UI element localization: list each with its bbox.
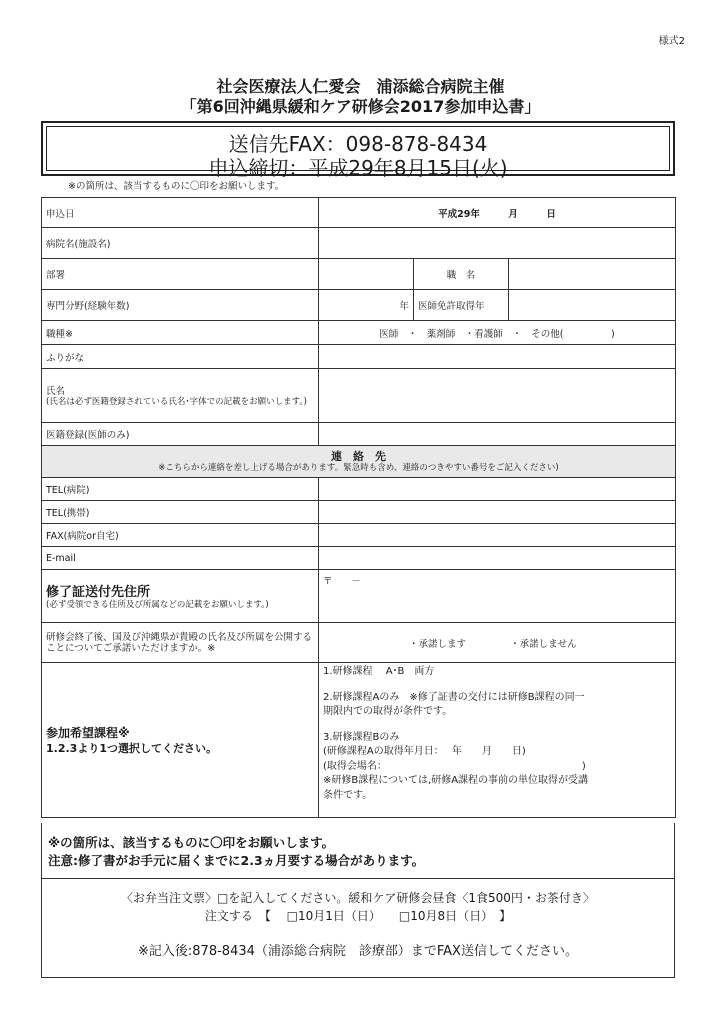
registration-field[interactable] — [319, 423, 676, 446]
email-field[interactable] — [319, 547, 676, 570]
contact-note: ※こちらから連絡を差し上げる場合があります。緊急時も含め、連絡のつきやすい番号をご記入ください) — [158, 462, 559, 473]
fax-destination: 送信先FAX：098-878-8434 — [228, 132, 488, 156]
hospital-field[interactable] — [319, 228, 676, 259]
bottom-notes — [41, 823, 675, 978]
date-field[interactable]: 平成29年 月 日 — [319, 198, 676, 228]
course-venue[interactable]: (取得会場名： ) — [323, 760, 586, 772]
consent-no-option[interactable]: ・承諾しません — [510, 638, 577, 650]
registration-label: 医籍登録(医師のみ) — [42, 423, 319, 446]
fax-field[interactable] — [319, 524, 676, 547]
deadline: 申込締切：平成29年8月15日(火) — [208, 156, 508, 180]
consent-label: 研修会終了後、国及び沖縄県が貴殿の氏名及び所属を公開することについてご承諾いただけますか。※ — [42, 623, 319, 663]
note-top: ※の箇所は、該当するものに〇印をお願いします。 — [68, 181, 285, 192]
name-field[interactable] — [319, 369, 676, 423]
fax-label: FAX(病院or自宅) — [42, 524, 319, 547]
course-option-3-note: ※研修B課程については,研修A課程の事前の単位取得が受講 — [323, 775, 589, 786]
organizer: 社会医療法人仁愛会 浦添総合病院主催 — [216, 77, 505, 96]
page-title: 「第6回沖縄県緩和ケア研修会2017参加申込書」 — [180, 97, 541, 116]
furigana-field[interactable] — [319, 345, 676, 369]
license-label: 医師免許取得年 — [414, 290, 509, 321]
tel-hospital-field[interactable] — [319, 478, 676, 501]
tel-mobile-field[interactable] — [319, 501, 676, 524]
fax-instruction: ※記入後:878-8434（浦添総合病院 診療部）までFAX送信してください。 — [138, 944, 578, 959]
hospital-label: 病院名(施設名) — [42, 228, 319, 259]
job-label: 職種※ — [42, 321, 319, 345]
course-label: 参加希望課程※ — [46, 725, 130, 740]
course-option-3[interactable]: 3.研修課程Bのみ — [323, 731, 400, 743]
course-option-2-note: 期限内での取得が条件です。 — [323, 706, 453, 717]
certificate-address-field[interactable]: 〒 － — [319, 570, 676, 623]
specialty-field[interactable]: 年 — [319, 290, 414, 321]
license-field[interactable] — [509, 290, 676, 321]
course-a-date[interactable]: (研修課程Aの取得年月日： 年 月 日) — [323, 746, 526, 757]
specialty-label: 専門分野(経験年数) — [42, 290, 319, 321]
certificate-address-label: 修了証送付先住所 — [46, 585, 151, 600]
form-number: 様式2 — [658, 36, 685, 47]
position-label: 職 名 — [414, 259, 509, 290]
lunch-order-dates[interactable]: 注文する 【 □10月1日（日） □10月8日（日） 】 — [204, 909, 512, 923]
bottom-note-1: ※の箇所は、該当するものに〇印をお願いします。 — [48, 835, 335, 850]
dept-field[interactable] — [319, 259, 414, 290]
application-form-table — [41, 197, 676, 818]
bottom-note-2: 注意:修了書がお手元に届くまでに2.3ヵ月要する場合があります。 — [48, 853, 425, 868]
lunch-order-note: 〈お弁当注文票〉□を記入してください。緩和ケア研修会昼食〈1食500円・お茶付き〉 — [121, 891, 595, 905]
consent-yes-option[interactable]: ・承諾します — [409, 638, 467, 650]
name-note: (氏名は必ず医籍登録されている氏名･字体での記載をお願いします。) — [46, 397, 307, 407]
furigana-label: ふりがな — [42, 345, 319, 369]
course-option-1[interactable]: 1.研修課程 A･B 両方 — [323, 666, 435, 677]
course-option-3-note-cont: 条件です。 — [323, 789, 373, 801]
contact-title: 連 絡 先 — [331, 449, 387, 463]
name-label: 氏名 — [46, 386, 66, 397]
certificate-address-note: (必ず受領できる住所及び所属などの記載をお願いします。) — [46, 600, 269, 610]
course-option-2[interactable]: 2.研修課程Aのみ ※修了証書の交付には研修B課程の同一 — [323, 691, 585, 703]
fax-deadline-box — [41, 121, 675, 180]
divider — [42, 878, 674, 879]
tel-mobile-label: TEL(携帯) — [42, 501, 319, 524]
tel-hospital-label: TEL(病院) — [42, 478, 319, 501]
course-note: 1.2.3より1つ選択してください。 — [46, 741, 217, 755]
job-options[interactable]: 医師 ・ 薬剤師 ・看護師 ・ その他( ) — [319, 321, 676, 345]
dept-label: 部署 — [42, 259, 319, 290]
position-field[interactable] — [509, 259, 676, 290]
email-label: E-mail — [42, 547, 319, 570]
date-label: 申込日 — [42, 198, 319, 228]
